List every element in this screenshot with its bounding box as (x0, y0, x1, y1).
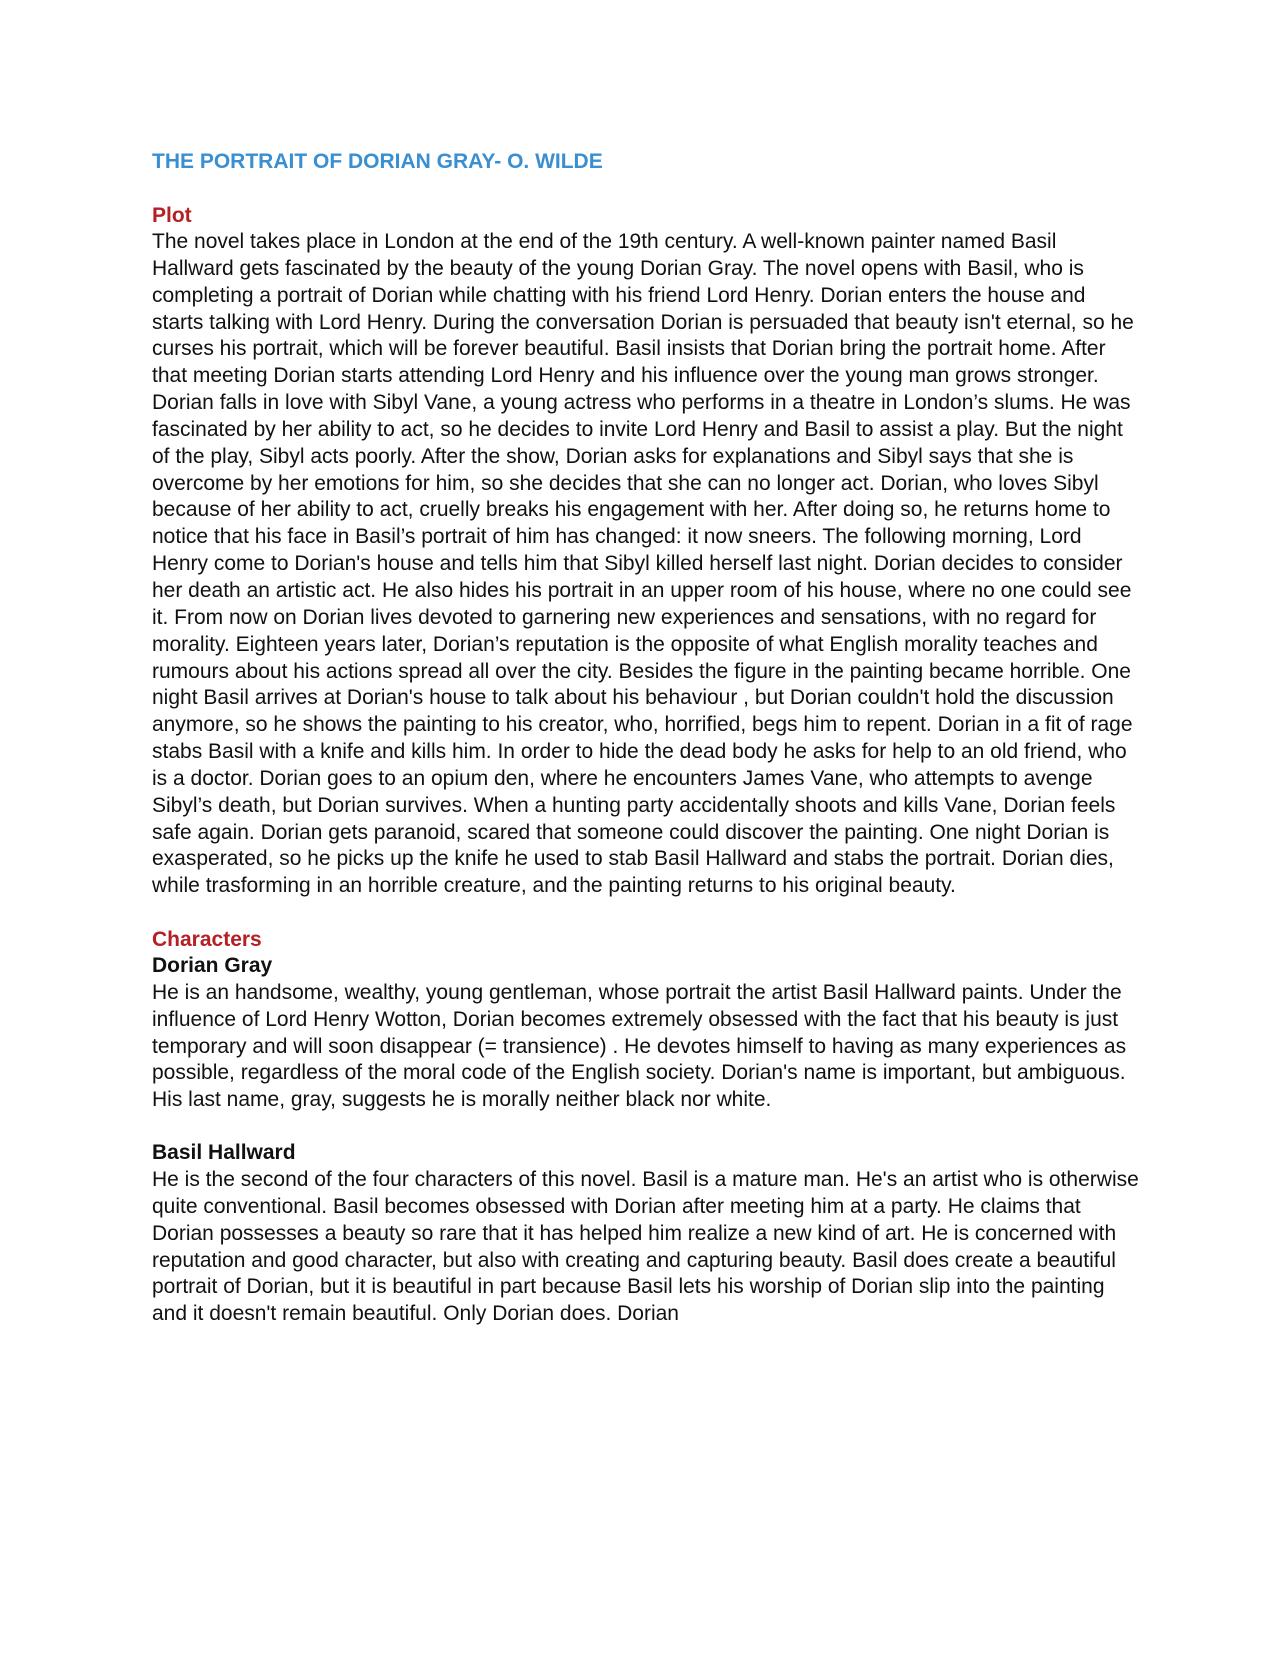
character-description: He is the second of the four characters of this novel. Basil is a mature man. He's an artist who is otherwise quite conventional. Basil becomes obsessed with Dorian after meeting him at a party. He claims that Dorian possesses a beauty so rare that it has helped him realize a new kind of art. He is concerned with reputation and good character, but also with creating and capturing beauty. Basil does create a beautiful portrait of Dorian, but it is beautiful in part because Basil lets his worship of Dorian slip into the painting and it doesn't remain beautiful. Only Dorian does. Dorian (152, 1168, 1139, 1326)
character-description: He is an handsome, wealthy, young gentleman, whose portrait the artist Basil Hallward paints. Under the influence of Lord Henry Wotton, Dorian becomes extremely obsessed with the fact that his beauty is just temporary and will soon disappear (= transience) . He devotes himself to having as many experiences as possible, regardless of the moral code of the English society. Dorian's name is important, but ambiguous. His last name, gray, suggests he is morally neither black nor white. (152, 980, 1127, 1112)
plot-paragraph: The novel takes place in London at the end of the 19th century. A well-known painter named Basil Hallward gets fascinated by the beauty of the young Dorian Gray. The novel opens with Basil, who is completing a portrait of Dorian while chatting with his friend Lord Henry. Dorian enters the house and starts talking with Lord Henry. During the conversation Dorian is persuaded that beauty isn't eternal, so he curses his portrait, which will be forever beautiful. Basil insists that Dorian bring the portrait home. After that meeting Dorian starts attending Lord Henry and his influence over the young man grows stronger. Dorian falls in love with Sibyl Vane, a young actress who performs in a theatre in London’s slums. He was fascinated by her ability to act, so he decides to invite Lord Henry and Basil to assist a play. But the night of the play, Sibyl acts poorly. After the show, Dorian asks for explanations and Sibyl says that she is overcome by her emotions for him, so she decides that she can no longer act. Dorian, who loves Sibyl because of her ability to act, cruelly breaks his engagement with her. After doing so, he returns home to notice that his face in Basil’s portrait of him has changed: it now sneers. The following morning, Lord Henry come to Dorian's house and tells him that Sibyl killed herself last night. Dorian decides to consider her death an artistic act. He also hides his portrait in an upper room of his house, where no one could see it. From now on Dorian lives devoted to garnering new experiences and sensations, with no regard for morality. Eighteen years later, Dorian’s reputation is the opposite of what English morality teaches and rumours about his actions spread all over the city. Besides the figure in the painting became horrible. One night Basil arrives at Dorian's house to talk about his behaviour , but Dorian couldn't hold the discussion anymore, so he shows the painting to his creator, who, horrified, begs him to repent. Dorian in a fit of rage stabs Basil with a knife and kills him. In order to hide the dead body he asks for help to an old friend, who is a doctor. Dorian goes to an opium den, where he encounters James Vane, who attempts to avenge Sibyl’s death, but Dorian survives. When a hunting party accidentally shoots and kills Vane, Dorian feels safe again. Dorian gets paranoid, scared that someone could discover the painting. One night Dorian is exasperated, so he picks up the knife he used to stab Basil Hallward and stabs the portrait. Dorian dies, while trasforming in an horrible creature, and the painting returns to his original beauty. (152, 230, 1134, 898)
plot-heading: Plot (152, 204, 192, 227)
character-entry-dorian-gray (152, 953, 1142, 1114)
character-name: Dorian Gray (152, 954, 273, 978)
document-page (152, 148, 1142, 1328)
document-title: THE PORTRAIT OF DORIAN GRAY- O. WILDE (152, 150, 603, 173)
characters-heading: Characters (152, 928, 262, 952)
character-entry-basil-hallward (152, 1140, 1142, 1328)
character-name: Basil Hallward (152, 1141, 296, 1165)
